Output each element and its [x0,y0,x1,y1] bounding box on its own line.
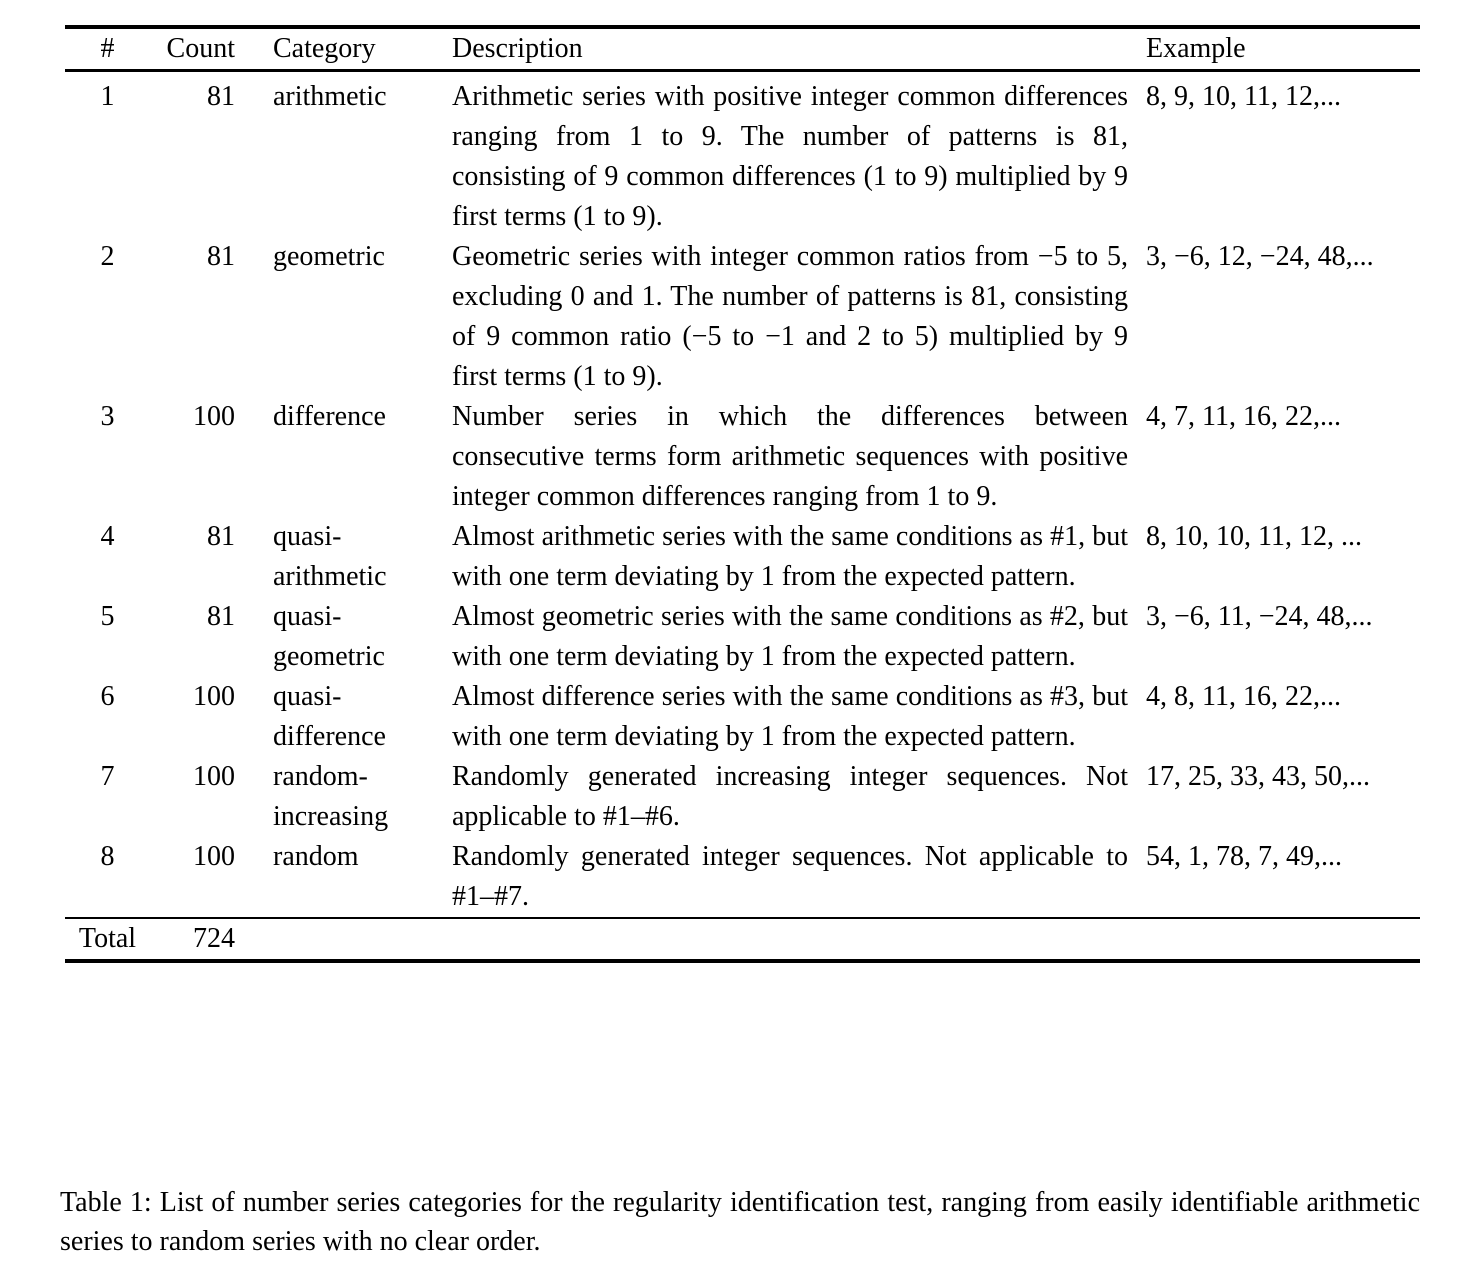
header-row [65,27,1420,71]
table-row [65,757,1420,837]
number-series-categories-table [65,25,1420,963]
example-cell: 4, 7, 11, 16, 22,... [1146,401,1341,432]
col-header-count: Count [166,33,235,64]
table-row [65,677,1420,757]
category-cell: arithmetic [273,81,387,112]
table-row [65,597,1420,677]
count-cell: 100 [193,401,235,432]
table-row [65,397,1420,517]
total-count: 724 [193,923,235,954]
description-cell: Number series in which the differences between consecutive terms form arithmetic sequences with positive integer common differences ranging from 1 to 9. [452,401,1128,512]
category-cell: difference [273,401,386,432]
table-row [65,837,1420,918]
col-header-num: # [100,33,115,64]
description-cell: Almost geometric series with the same conditions as #2, but with one term deviating by 1 from the expected pattern. [452,601,1128,672]
category-cell: geometric [273,241,385,272]
num-cell: 4 [100,521,115,552]
num-cell: 2 [100,241,115,272]
category-cell: quasi-difference [273,681,386,752]
description-cell: Arithmetic series with positive integer common differences ranging from 1 to 9. The number of patterns is 81, consisting of 9 common differences (1 to 9) multiplied by 9 first terms (1 to 9). [452,81,1128,232]
total-row-spacer [235,918,1420,961]
num-cell: 8 [100,841,115,872]
count-cell: 100 [193,681,235,712]
table-row [65,71,1420,238]
table-caption: Table 1: List of number series categories for the regularity identification test, ranging from easily identifiable arithmetic series to random series with no clear order. [60,1187,1420,1257]
example-cell: 3, −6, 12, −24, 48,... [1146,241,1374,272]
col-header-description: Description [452,33,583,64]
table-row [65,237,1420,397]
col-header-category: Category [273,33,376,64]
example-cell: 8, 9, 10, 11, 12,... [1146,81,1341,112]
count-cell: 81 [207,81,235,112]
num-cell: 5 [100,601,115,632]
count-cell: 81 [207,521,235,552]
col-header-example: Example [1146,33,1246,64]
example-cell: 4, 8, 11, 16, 22,... [1146,681,1341,712]
num-cell: 7 [100,761,115,792]
count-cell: 100 [193,841,235,872]
category-cell: random [273,841,359,872]
num-cell: 6 [100,681,115,712]
category-cell: random-increasing [273,761,389,832]
description-cell: Almost difference series with the same conditions as #3, but with one term deviating by 1 from the expected pattern. [452,681,1128,752]
num-cell: 1 [100,81,115,112]
example-cell: 8, 10, 10, 11, 12, ... [1146,521,1362,552]
description-cell: Almost arithmetic series with the same conditions as #1, but with one term deviating by 1 from the expected pattern. [452,521,1128,592]
example-cell: 3, −6, 11, −24, 48,... [1146,601,1373,632]
table-row [65,517,1420,597]
total-row [65,918,1420,961]
count-cell: 100 [193,761,235,792]
example-cell: 54, 1, 78, 7, 49,... [1146,841,1342,872]
count-cell: 81 [207,601,235,632]
description-cell: Randomly generated integer sequences. Not applicable to #1–#7. [452,841,1128,912]
example-cell: 17, 25, 33, 43, 50,... [1146,761,1370,792]
count-cell: 81 [207,241,235,272]
total-label: Total [78,923,137,954]
num-cell: 3 [100,401,115,432]
category-cell: quasi-geometric [273,601,385,672]
description-cell: Randomly generated increasing integer sequences. Not applicable to #1–#6. [452,761,1128,832]
description-cell: Geometric series with integer common ratios from −5 to 5, excluding 0 and 1. The number of patterns is 81, consisting of 9 common ratio (−5 to −1 and 2 to 5) multiplied by 9 first terms (1 to 9). [452,241,1128,392]
category-cell: quasi-arithmetic [273,521,387,592]
